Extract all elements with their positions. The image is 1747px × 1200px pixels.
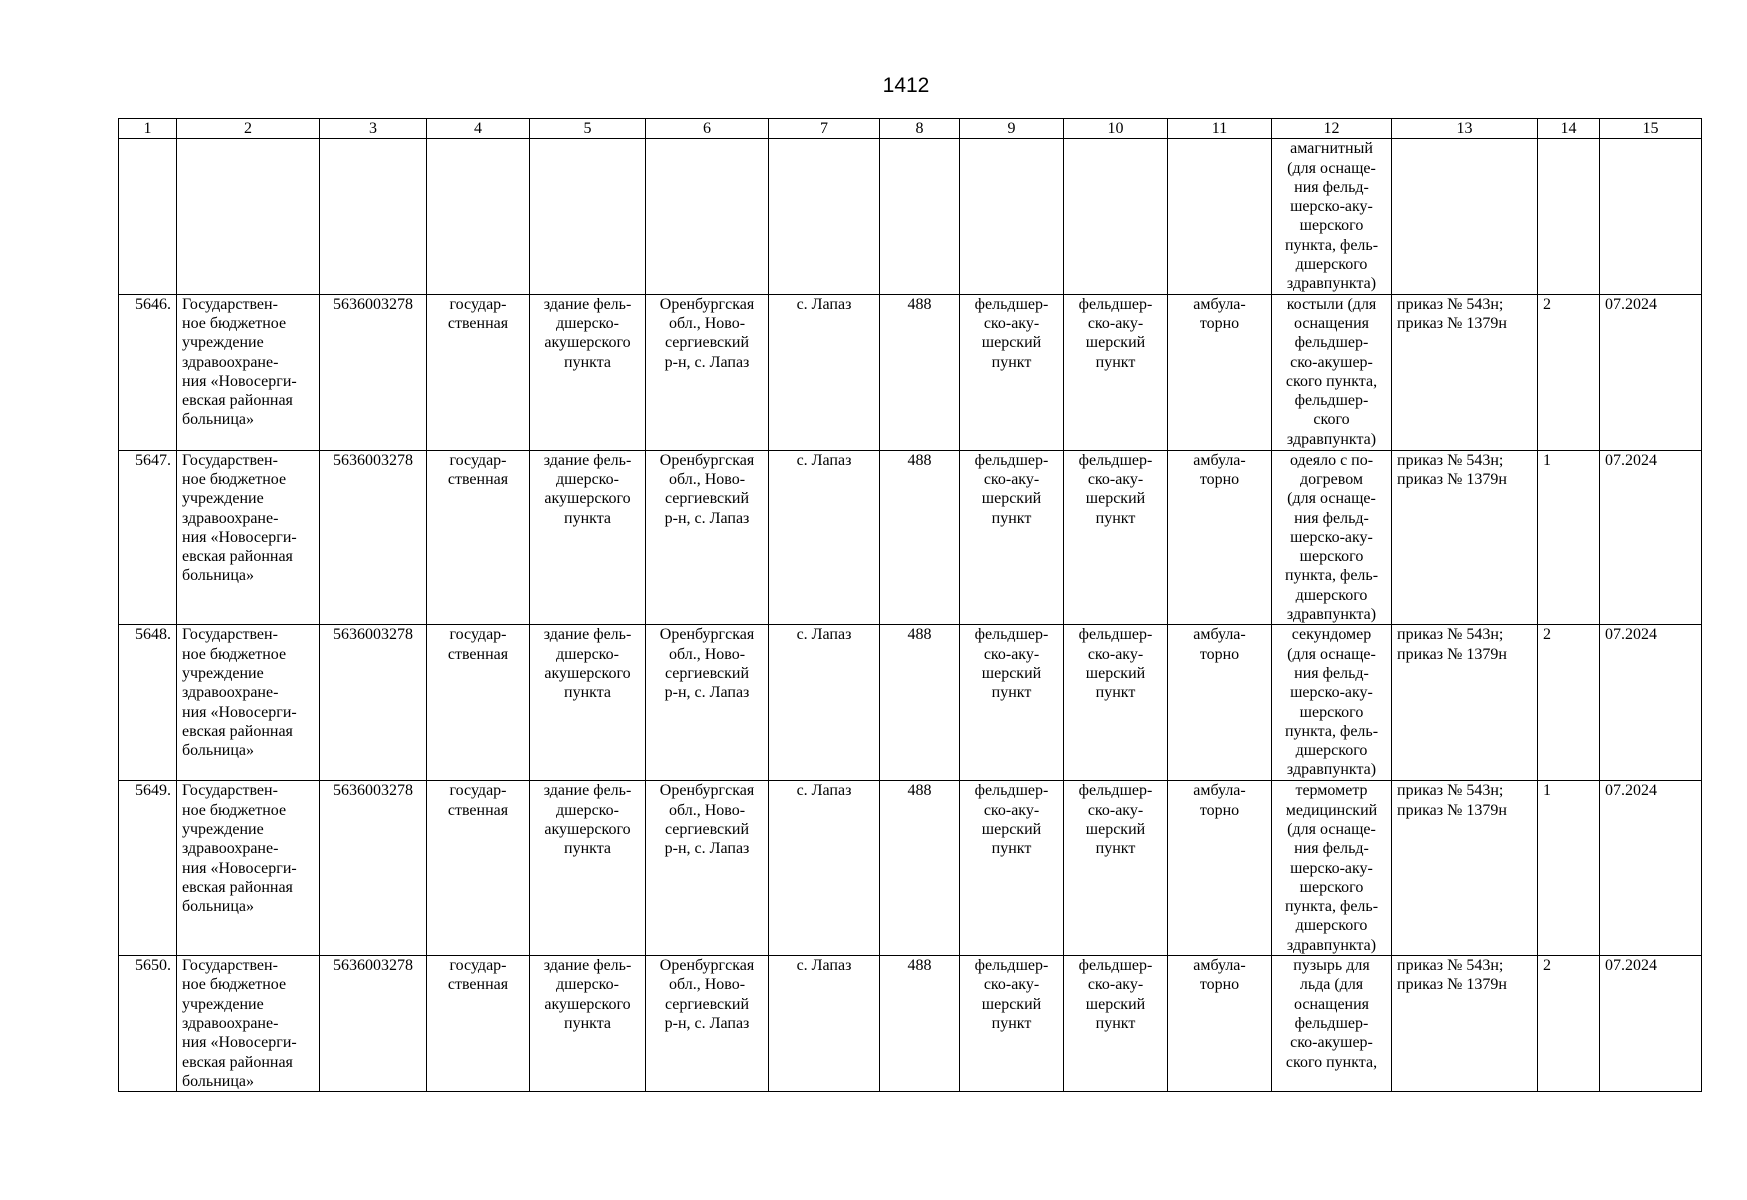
- ownership-cell: государ- ственная: [427, 781, 530, 956]
- date-cell: 07.2024: [1600, 294, 1702, 450]
- inn-cell: 5636003278: [320, 625, 427, 781]
- column-header: 5: [530, 119, 646, 139]
- table-cell: [1538, 139, 1600, 294]
- ownership-cell: государ- ственная: [427, 294, 530, 450]
- population-cell: 488: [880, 450, 960, 625]
- unit-type-cell: фельдшер- ско-аку- шерский пункт: [960, 294, 1064, 450]
- date-cell: 07.2024: [1600, 781, 1702, 956]
- column-header: 8: [880, 119, 960, 139]
- table-row: [119, 450, 1702, 625]
- column-header: 6: [646, 119, 769, 139]
- equipment-cell: амагнитный (для оснаще- ния фельд- шерско-аку- шерского пункта, фель- дшерского здравпункта): [1272, 139, 1392, 294]
- care-form-cell: амбула- торно: [1168, 781, 1272, 956]
- table-cell: [1392, 139, 1538, 294]
- locality-cell: с. Лапаз: [769, 294, 880, 450]
- organization-cell: Государствен- ное бюджетное учреждение здравоохране- ния «Новосерги- евская районная больница»: [177, 781, 320, 956]
- locality-cell: с. Лапаз: [769, 625, 880, 781]
- order-cell: приказ № 543н; приказ № 1379н: [1392, 956, 1538, 1092]
- page-number: 1412: [882, 74, 930, 97]
- quantity-cell: 2: [1538, 294, 1600, 450]
- column-header: 3: [320, 119, 427, 139]
- date-cell: 07.2024: [1600, 956, 1702, 1092]
- registry-table: [118, 118, 1702, 1092]
- population-cell: 488: [880, 294, 960, 450]
- equipment-cell: секундомер (для оснаще- ния фельд- шерско-аку- шерского пункта, фель- дшерского здравпункта): [1272, 625, 1392, 781]
- locality-cell: с. Лапаз: [769, 781, 880, 956]
- table-cell: [880, 139, 960, 294]
- row-number-cell: 5649.: [119, 781, 177, 956]
- column-header: 12: [1272, 119, 1392, 139]
- column-header: 4: [427, 119, 530, 139]
- building-cell: здание фель- дшерско- акушерского пункта: [530, 781, 646, 956]
- column-header: 10: [1064, 119, 1168, 139]
- building-cell: здание фель- дшерско- акушерского пункта: [530, 956, 646, 1092]
- building-cell: здание фель- дшерско- акушерского пункта: [530, 625, 646, 781]
- equipment-cell: термометр медицинский (для оснаще- ния фельд- шерско-аку- шерского пункта, фель- дшерского здравпункта): [1272, 781, 1392, 956]
- table-cell: [960, 139, 1064, 294]
- inn-cell: 5636003278: [320, 956, 427, 1092]
- ownership-cell: государ- ственная: [427, 450, 530, 625]
- table-cell: [1600, 139, 1702, 294]
- care-form-cell: амбула- торно: [1168, 956, 1272, 1092]
- building-cell: здание фель- дшерско- акушерского пункта: [530, 294, 646, 450]
- unit-type-cell: фельдшер- ско-аку- шерский пункт: [960, 625, 1064, 781]
- date-cell: 07.2024: [1600, 450, 1702, 625]
- table-cell: [646, 139, 769, 294]
- table-cell: [769, 139, 880, 294]
- date-cell: 07.2024: [1600, 625, 1702, 781]
- quantity-cell: 2: [1538, 956, 1600, 1092]
- order-cell: приказ № 543н; приказ № 1379н: [1392, 294, 1538, 450]
- organization-cell: Государствен- ное бюджетное учреждение здравоохране- ния «Новосерги- евская районная больница»: [177, 625, 320, 781]
- equipment-cell: одеяло с по- догревом (для оснаще- ния фельд- шерско-аку- шерского пункта, фель- дшерского здравпункта): [1272, 450, 1392, 625]
- unit-type-cell: фельдшер- ско-аку- шерский пункт: [1064, 781, 1168, 956]
- population-cell: 488: [880, 781, 960, 956]
- table-cell: [177, 139, 320, 294]
- inn-cell: 5636003278: [320, 450, 427, 625]
- inn-cell: 5636003278: [320, 781, 427, 956]
- table-cell: [119, 139, 177, 294]
- locality-cell: с. Лапаз: [769, 956, 880, 1092]
- column-header: 2: [177, 119, 320, 139]
- unit-type-cell: фельдшер- ско-аку- шерский пункт: [960, 956, 1064, 1092]
- population-cell: 488: [880, 956, 960, 1092]
- table-cell: [320, 139, 427, 294]
- unit-type-cell: фельдшер- ско-аку- шерский пункт: [1064, 294, 1168, 450]
- inn-cell: 5636003278: [320, 294, 427, 450]
- care-form-cell: амбула- торно: [1168, 625, 1272, 781]
- row-number-cell: 5647.: [119, 450, 177, 625]
- ownership-cell: государ- ственная: [427, 956, 530, 1092]
- unit-type-cell: фельдшер- ско-аку- шерский пункт: [1064, 625, 1168, 781]
- table-cell: [1064, 139, 1168, 294]
- unit-type-cell: фельдшер- ско-аку- шерский пункт: [1064, 956, 1168, 1092]
- order-cell: приказ № 543н; приказ № 1379н: [1392, 450, 1538, 625]
- equipment-cell: пузырь для льда (для оснащения фельдшер- ско-акушер- ского пункта,: [1272, 956, 1392, 1092]
- column-header: 9: [960, 119, 1064, 139]
- locality-cell: с. Лапаз: [769, 450, 880, 625]
- address-cell: Оренбургская обл., Ново- сергиевский р-н, с. Лапаз: [646, 956, 769, 1092]
- quantity-cell: 1: [1538, 450, 1600, 625]
- organization-cell: Государствен- ное бюджетное учреждение здравоохране- ния «Новосерги- евская районная больница»: [177, 294, 320, 450]
- address-cell: Оренбургская обл., Ново- сергиевский р-н, с. Лапаз: [646, 781, 769, 956]
- column-header: 7: [769, 119, 880, 139]
- column-header: 13: [1392, 119, 1538, 139]
- address-cell: Оренбургская обл., Ново- сергиевский р-н, с. Лапаз: [646, 294, 769, 450]
- table-row: [119, 625, 1702, 781]
- care-form-cell: амбула- торно: [1168, 294, 1272, 450]
- order-cell: приказ № 543н; приказ № 1379н: [1392, 781, 1538, 956]
- organization-cell: Государствен- ное бюджетное учреждение здравоохране- ния «Новосерги- евская районная больница»: [177, 956, 320, 1092]
- address-cell: Оренбургская обл., Ново- сергиевский р-н, с. Лапаз: [646, 450, 769, 625]
- unit-type-cell: фельдшер- ско-аку- шерский пункт: [960, 781, 1064, 956]
- table-row: [119, 294, 1702, 450]
- table-cell: [1168, 139, 1272, 294]
- quantity-cell: 1: [1538, 781, 1600, 956]
- unit-type-cell: фельдшер- ско-аку- шерский пункт: [960, 450, 1064, 625]
- building-cell: здание фель- дшерско- акушерского пункта: [530, 450, 646, 625]
- column-header: 15: [1600, 119, 1702, 139]
- organization-cell: Государствен- ное бюджетное учреждение здравоохране- ния «Новосерги- евская районная больница»: [177, 450, 320, 625]
- table-cell: [530, 139, 646, 294]
- header-row: [119, 119, 1702, 139]
- table-row: [119, 781, 1702, 956]
- unit-type-cell: фельдшер- ско-аку- шерский пункт: [1064, 450, 1168, 625]
- table-row: [119, 956, 1702, 1092]
- continuation-row: [119, 139, 1702, 294]
- row-number-cell: 5646.: [119, 294, 177, 450]
- column-header: 14: [1538, 119, 1600, 139]
- table-cell: [427, 139, 530, 294]
- quantity-cell: 2: [1538, 625, 1600, 781]
- order-cell: приказ № 543н; приказ № 1379н: [1392, 625, 1538, 781]
- column-header: 11: [1168, 119, 1272, 139]
- ownership-cell: государ- ственная: [427, 625, 530, 781]
- row-number-cell: 5648.: [119, 625, 177, 781]
- column-header: 1: [119, 119, 177, 139]
- row-number-cell: 5650.: [119, 956, 177, 1092]
- equipment-cell: костыли (для оснащения фельдшер- ско-акушер- ского пункта, фельдшер- ского здравпункта): [1272, 294, 1392, 450]
- care-form-cell: амбула- торно: [1168, 450, 1272, 625]
- address-cell: Оренбургская обл., Ново- сергиевский р-н, с. Лапаз: [646, 625, 769, 781]
- population-cell: 488: [880, 625, 960, 781]
